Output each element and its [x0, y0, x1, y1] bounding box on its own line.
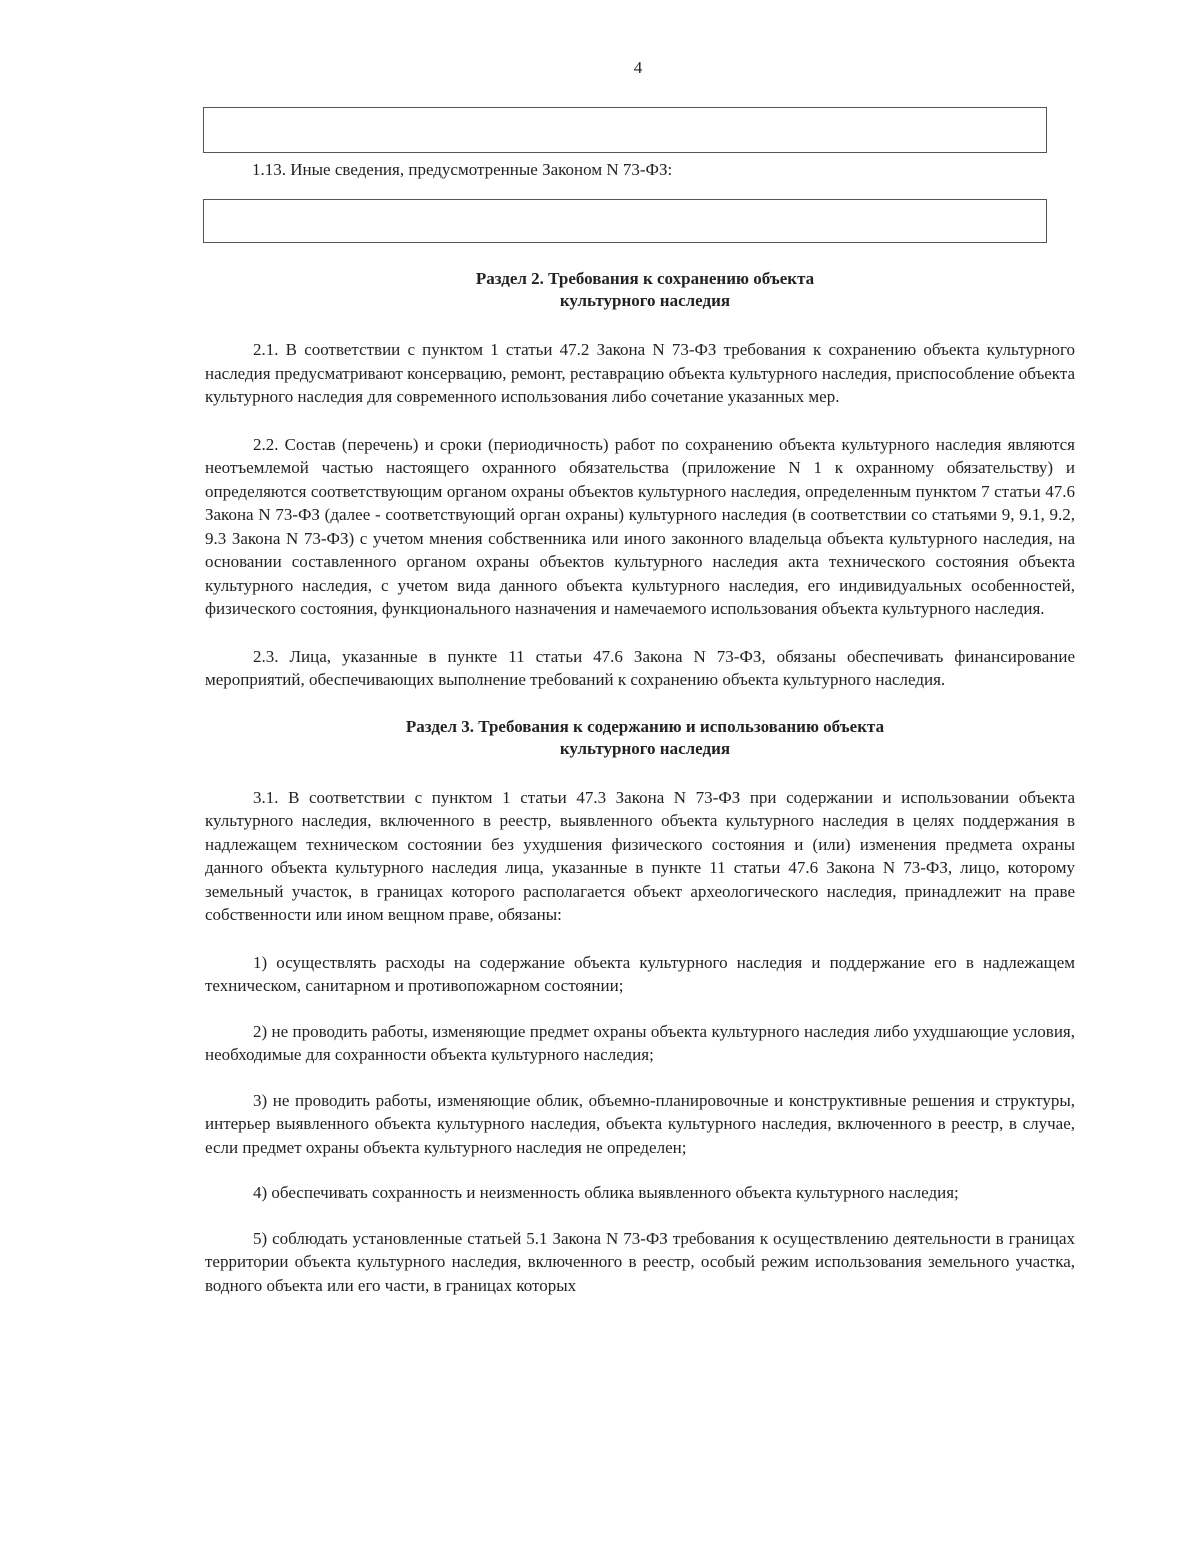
item-1-13-label: 1.13. Иные сведения, предусмотренные Законом N 73-ФЗ:	[252, 160, 673, 179]
paragraph-2-1: 2.1. В соответствии с пунктом 1 статьи 47.2 Закона N 73-ФЗ требования к сохранению объекта культурного наследия предусматривают консервацию, ремонт, реставрацию объекта культурного наследия, приспособление объекта культурного наследия для современного использования либо сочетание указанных мер.	[205, 340, 1075, 406]
other-info-field-box	[203, 199, 1047, 243]
section-3-title	[205, 716, 1075, 760]
page-number: 4	[633, 58, 643, 77]
list-item-4: 4) обеспечивать сохранность и неизменность облика выявленного объекта культурного наследия;	[253, 1183, 959, 1202]
paragraph-3-1: 3.1. В соответствии с пунктом 1 статьи 47.3 Закона N 73-ФЗ при содержании и использовании объекта культурного наследия, включенного в реестр, выявленного объекта культурного наследия в целях поддержания в надлежащем техническом состоянии без ухудшения физического состояния и (или) изменения предмета охраны данного объекта культурного наследия лица, указанные в пункте 11 статьи 47.6 Закона N 73-ФЗ, лицо, которому земельный участок, в границах которого располагается объект археологического наследия, принадлежит на праве собственности или ином вещном праве, обязаны:	[205, 787, 1075, 924]
section-2-title-line2: культурного наследия	[559, 291, 731, 310]
document-body	[205, 268, 1075, 1319]
section-2-title	[205, 268, 1075, 312]
section-3-title-line2: культурного наследия	[559, 738, 731, 758]
paragraph-2-3: 2.3. Лица, указанные в пункте 11 статьи 47.6 Закона N 73-ФЗ, обязаны обеспечивать финансирование мероприятий, обеспечивающих выполнение требований к сохранению объекта культурного наследия.	[205, 646, 1075, 689]
section-3-title-line1: Раздел 3. Требования к содержанию и использованию объекта	[405, 716, 885, 736]
section-2-title-line1: Раздел 2. Требования к сохранению объекта	[475, 269, 815, 288]
empty-field-box	[203, 107, 1047, 153]
list-item-2: 2) не проводить работы, изменяющие предмет охраны объекта культурного наследия либо ухудшающие условия, необходимые для сохранности объекта культурного наследия;	[205, 1021, 1075, 1064]
list-item-1: 1) осуществлять расходы на содержание объекта культурного наследия и поддержание его в надлежащем техническом, санитарном и противопожарном состоянии;	[205, 952, 1075, 995]
list-item-3: 3) не проводить работы, изменяющие облик, объемно-планировочные и конструктивные решения и структуры, интерьер выявленного объекта культурного наследия, объекта культурного наследия, включенного в реестр, в случае, если предмет охраны объекта культурного наследия не определен;	[205, 1090, 1075, 1157]
list-item-5: 5) соблюдать установленные статьей 5.1 Закона N 73-ФЗ требования к осуществлению деятельности в границах территории объекта культурного наследия, включенного в реестр, особый режим использования земельного участка, водного объекта или его части, в границах которых	[205, 1228, 1075, 1295]
paragraph-2-2: 2.2. Состав (перечень) и сроки (периодичность) работ по сохранению объекта культурного наследия являются неотъемлемой частью настоящего охранного обязательства (приложение N 1 к охранному обязательству) и определяются соответствующим органом охраны объектов культурного наследия, определенным пунктом 7 статьи 47.6 Закона N 73-ФЗ (далее - соответствующий орган охраны) культурного наследия (в соответствии со статьями 9, 9.1, 9.2, 9.3 Закона N 73-ФЗ) с учетом мнения собственника или иного законного владельца объекта культурного наследия, на основании составленного органом охраны объектов культурного наследия акта технического состояния объекта культурного наследия, с учетом вида данного объекта культурного наследия, его индивидуальных особенностей, физического состояния, функционального назначения и намечаемого использования объекта культурного наследия.	[205, 434, 1075, 618]
